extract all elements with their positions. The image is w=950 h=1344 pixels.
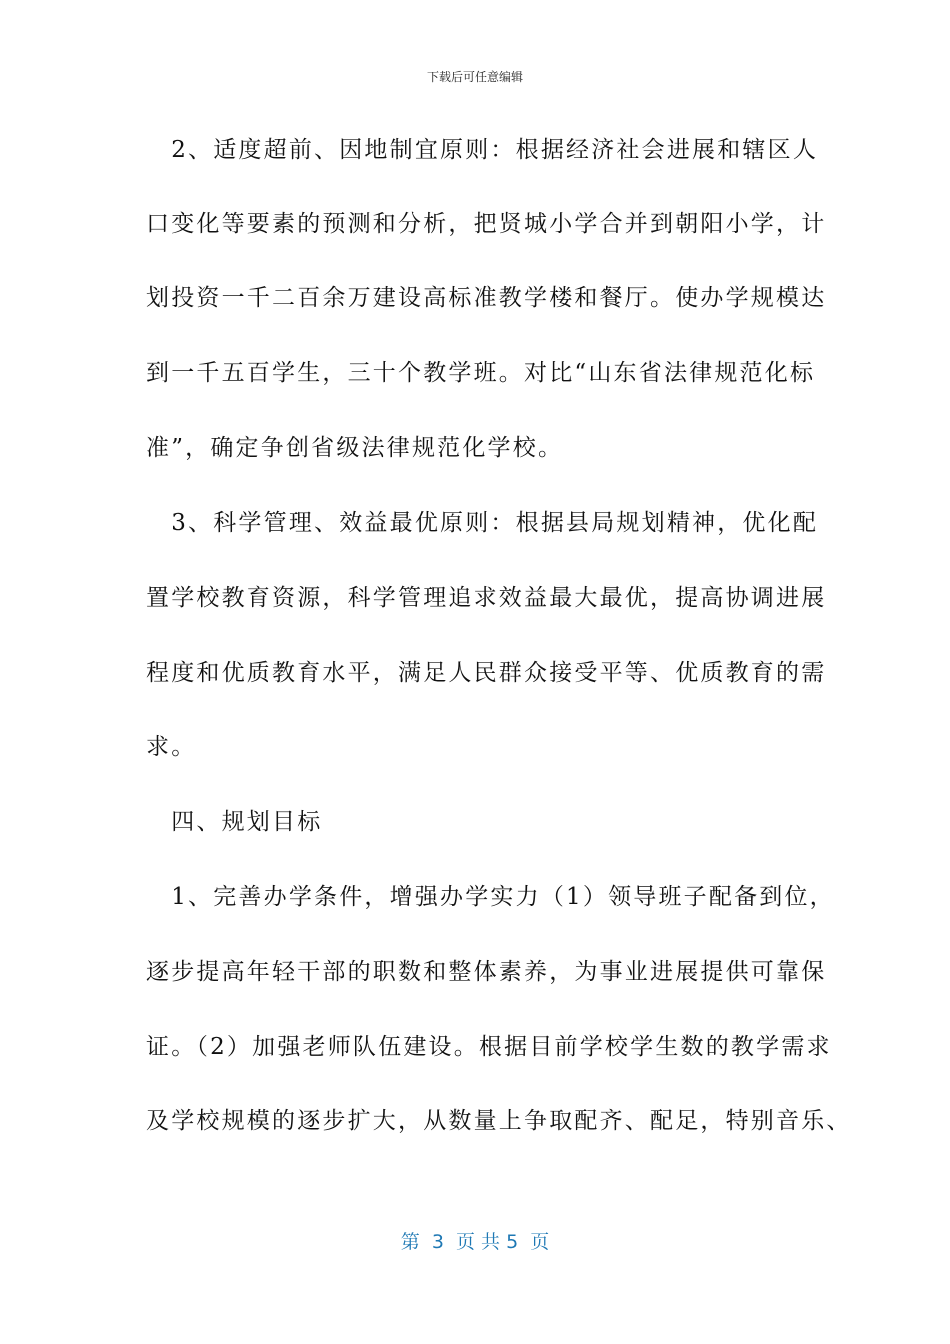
text-line: 到一千五百学生，三十个教学班。对比“山东省法律规范化标: [146, 360, 816, 386]
text-line: 逐步提高年轻干部的职数和整体素养，为事业进展提供可靠保: [146, 959, 827, 985]
text-line: 置学校教育资源，科学管理追求效益最大最优，提高协调进展: [146, 585, 827, 611]
page-number: 第 3 页 共 5 页: [400, 1231, 550, 1253]
text-line: 程度和优质教育水平，满足人民群众接受平等、优质教育的需: [146, 660, 827, 686]
text-line: 口变化等要素的预测和分析，把贤城小学合并到朝阳小学，计: [146, 211, 827, 237]
text-line: 2、适度超前、因地制宜原则：根据经济社会进展和辖区人: [146, 137, 819, 163]
text-line: 1、完善办学条件，增强办学实力（1）领导班子配备到位，: [146, 884, 835, 910]
download-note: 下载后可任意编辑: [426, 70, 523, 84]
section-heading: 四、规划目标: [146, 809, 323, 835]
text-line: 证。（2）加强老师队伍建设。根据目前学校学生数的教学需求: [146, 1034, 832, 1060]
text-line: 及学校规模的逐步扩大，从数量上争取配齐、配足，特别音乐、: [146, 1108, 852, 1134]
text-line: 准”，确定争创省级法律规范化学校。: [146, 435, 564, 461]
text-line: 求。: [146, 734, 197, 760]
text-line: 3、科学管理、效益最优原则：根据县局规划精神，优化配: [146, 510, 819, 536]
text-line: 划投资一千二百余万建设高标准教学楼和餐厅。使办学规模达: [146, 285, 827, 311]
